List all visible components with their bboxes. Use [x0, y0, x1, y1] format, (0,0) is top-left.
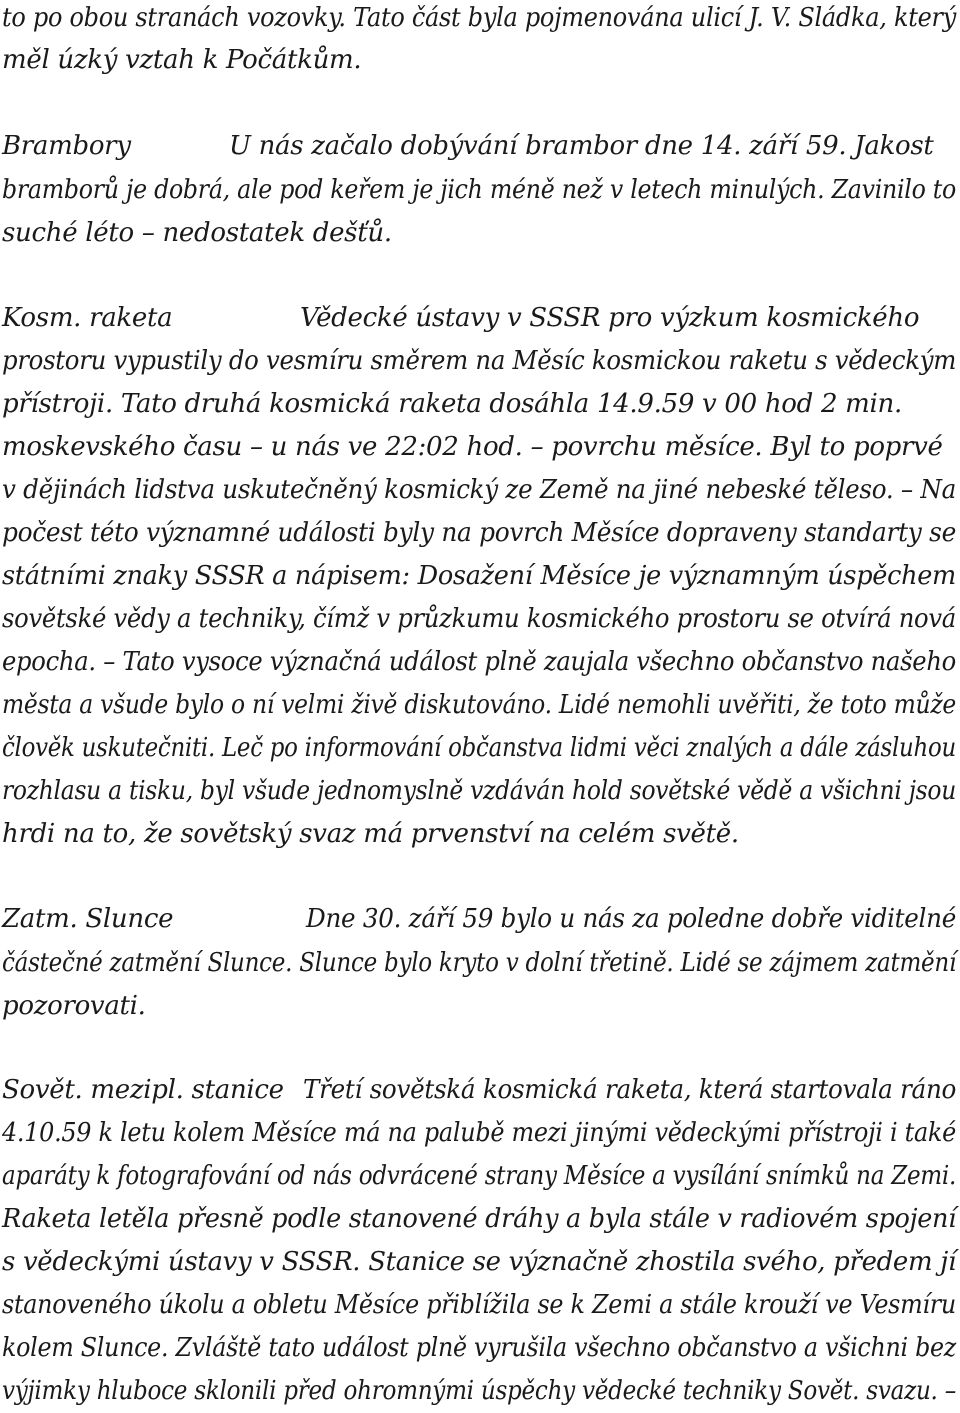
intro-line-2: měl úzký vztah k Počátkům. [2, 45, 362, 75]
stanice-line-7: výjimky hluboce sklonili před ohromnými úspěchy vědecké techniky Sovět. svazu. – [2, 1376, 956, 1406]
slunce-line-1: částečné zatmění Slunce. Slunce bylo kryto v dolní třetině. Lidé se zájmem zatmění [2, 948, 957, 978]
brambory-line-1: bramborů je dobrá, ale pod keřem je jich méně než v letech minulých. Zavinilo to [2, 175, 957, 205]
raketa-line-11: rozhlasu a tisku, byl všude jednomyslně vzdáván hold sovětské vědě a všichni jsou [2, 776, 957, 806]
section-label-stanice: Sovět. mezipl. stanice [2, 1075, 284, 1105]
raketa-line-12: hrdi na to, že sovětský svaz má prvenství na celém světě. [2, 819, 739, 849]
section-first-line-slunce: Dne 30. září 59 bylo u nás za poledne dobře viditelné [306, 904, 956, 934]
section-first-line-brambory: U nás začalo dobývání brambor dne 14. září 59. Jakost [229, 131, 934, 161]
raketa-line-10: člověk uskutečniti. Leč po informování občanstva lidmi věci znalých a dále zásluhou [2, 733, 956, 763]
section-label-raketa: Kosm. raketa [2, 303, 173, 333]
section-label-slunce: Zatm. Slunce [2, 904, 174, 934]
section-first-line-raketa: Vědecké ústavy v SSSR pro výzkum kosmického [300, 303, 920, 333]
brambory-line-2: suché léto – nedostatek dešťů. [2, 218, 392, 248]
stanice-line-3: Raketa letěla přesně podle stanovené dráhy a byla stále v radiovém spojení [2, 1204, 957, 1234]
raketa-line-6: státními znaky SSSR a nápisem: Dosažení Měsíce je významným úspěchem [2, 561, 956, 591]
section-label-brambory: Brambory [2, 131, 131, 161]
raketa-line-1: prostoru vypustily do vesmíru směrem na Měsíc kosmickou raketu s vědeckým [2, 346, 957, 376]
stanice-line-1: 4.10.59 k letu kolem Měsíce má na palubě mezi jinými vědeckými přístroji i také [2, 1118, 956, 1148]
stanice-line-4: s vědeckými ústavy v SSSR. Stanice se význačně zhostila svého, předem jí [2, 1247, 956, 1277]
raketa-line-4: v dějinách lidstva uskutečněný kosmický ze Země na jiné nebeské těleso. – Na [2, 475, 957, 505]
raketa-line-7: sovětské vědy a techniky, čímž v průzkumu kosmického prostoru se otvírá nová [2, 604, 956, 634]
section-first-line-stanice: Třetí sovětská kosmická raketa, která startovala ráno [303, 1075, 957, 1105]
stanice-line-5: stanoveného úkolu a obletu Měsíce přiblížila se k Zemi a stále krouží ve Vesmíru [2, 1290, 956, 1320]
raketa-line-2: přístroji. Tato druhá kosmická raketa dosáhla 14.9.59 v 00 hod 2 min. [2, 389, 902, 419]
raketa-line-5: počest této významné události byly na povrch Měsíce dopraveny standarty se [2, 518, 957, 548]
slunce-line-2: pozorovati. [2, 991, 146, 1021]
stanice-line-6: kolem Slunce. Zvláště tato událost plně vyrušila všechno občanstvo a všichni bez [2, 1333, 957, 1363]
raketa-line-8: epocha. – Tato vysoce význačná událost plně zaujala všechno občanstvo našeho [2, 647, 956, 677]
stanice-line-2: aparáty k fotografování od nás odvrácené strany Měsíce a vysílání snímků na Zemi. [2, 1161, 957, 1191]
intro-line-1: to po obou stranách vozovky. Tato část byla pojmenována ulicí J. V. Sládka, který [2, 3, 956, 33]
raketa-line-9: města a všude bylo o ní velmi živě diskutováno. Lidé nemohli uvěřiti, že toto může [2, 690, 957, 720]
raketa-line-3: moskevského času – u nás ve 22:02 hod. – povrchu měsíce. Byl to poprvé [2, 432, 943, 462]
